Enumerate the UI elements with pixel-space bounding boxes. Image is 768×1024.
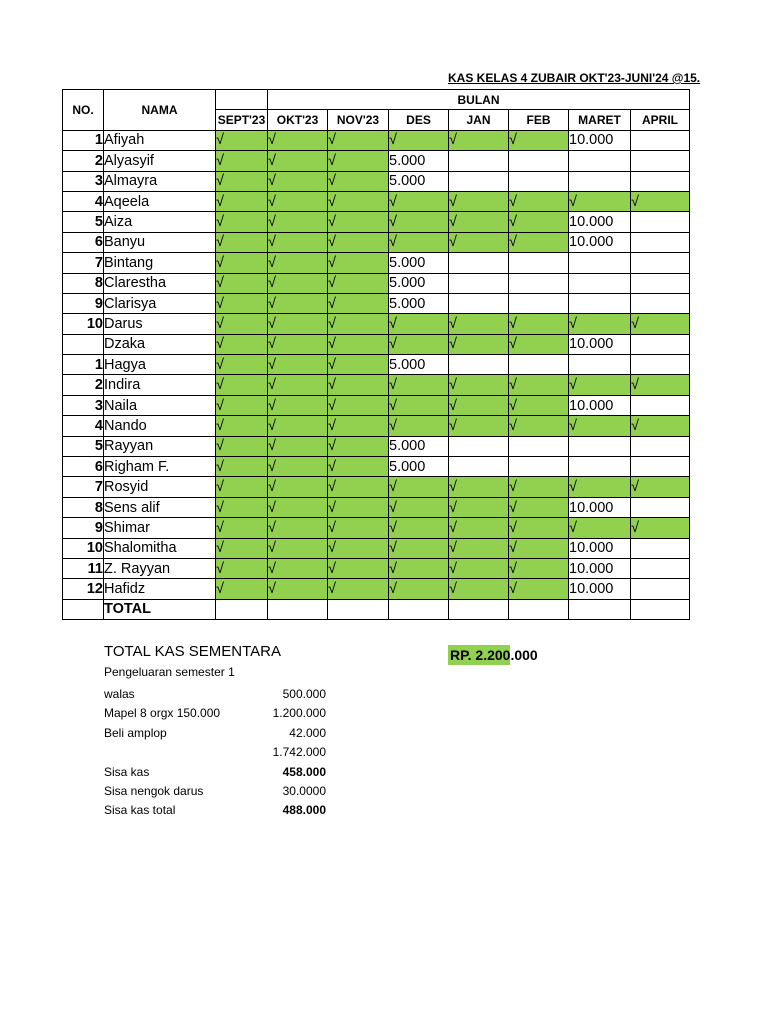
partial-amount-cell: 10.000 (569, 212, 631, 232)
empty-cell (569, 457, 631, 477)
paid-check-cell: √ (268, 477, 328, 497)
paid-check-cell: √ (216, 171, 268, 191)
paid-check-cell: √ (631, 375, 690, 395)
paid-check-cell: √ (569, 375, 631, 395)
partial-amount-cell: 5.000 (389, 355, 449, 375)
paid-check-cell: √ (569, 477, 631, 497)
empty-cell (569, 151, 631, 171)
paid-check-cell: √ (216, 273, 268, 293)
table-row (63, 497, 690, 517)
total-label: TOTAL (104, 599, 216, 619)
paid-check-cell: √ (216, 416, 268, 436)
month-header: JAN (449, 110, 509, 130)
expense-label: Sisa kas total (104, 803, 176, 818)
paid-check-cell: √ (509, 395, 569, 415)
paid-check-cell: √ (389, 314, 449, 334)
empty-cell (631, 232, 690, 252)
paid-check-cell: √ (631, 416, 690, 436)
paid-check-cell: √ (216, 355, 268, 375)
paid-check-cell: √ (509, 558, 569, 578)
paid-check-cell: √ (216, 497, 268, 517)
paid-check-cell: √ (449, 212, 509, 232)
student-name: Hagya (104, 355, 216, 375)
expense-label: Mapel 8 orgx 150.000 (104, 706, 221, 721)
empty-cell (631, 579, 690, 599)
empty-cell (449, 355, 509, 375)
month-header: DES (389, 110, 449, 130)
month-header: FEB (509, 110, 569, 130)
paid-check-cell: √ (216, 518, 268, 538)
partial-amount-cell: 10.000 (569, 130, 631, 150)
summary-label: TOTAL KAS SEMENTARA (104, 643, 281, 660)
paid-check-cell: √ (268, 151, 328, 171)
student-name: Clarestha (104, 273, 216, 293)
month-header: OKT'23 (268, 110, 328, 130)
partial-amount-cell: 10.000 (569, 232, 631, 252)
paid-check-cell: √ (389, 477, 449, 497)
paid-check-cell: √ (449, 130, 509, 150)
row-number: 1 (63, 130, 104, 150)
paid-check-cell: √ (569, 191, 631, 211)
student-name: Aiza (104, 212, 216, 232)
partial-amount-cell: 10.000 (569, 558, 631, 578)
row-number: 1 (63, 355, 104, 375)
partial-amount-cell: 5.000 (389, 171, 449, 191)
paid-check-cell: √ (449, 191, 509, 211)
paid-check-cell: √ (268, 436, 328, 456)
table-row (63, 253, 690, 273)
paid-check-cell: √ (328, 212, 389, 232)
paid-check-cell: √ (509, 375, 569, 395)
paid-check-cell: √ (389, 212, 449, 232)
table-row (63, 518, 690, 538)
empty-cell (569, 436, 631, 456)
partial-amount-cell: 5.000 (389, 253, 449, 273)
paid-check-cell: √ (216, 477, 268, 497)
paid-check-cell: √ (509, 334, 569, 354)
paid-check-cell: √ (449, 497, 509, 517)
expense-value: 30.0000 (282, 784, 326, 798)
table-row (63, 355, 690, 375)
paid-check-cell: √ (449, 477, 509, 497)
paid-check-cell: √ (268, 293, 328, 313)
row-number: 8 (63, 273, 104, 293)
empty-cell (569, 171, 631, 191)
paid-check-cell: √ (509, 518, 569, 538)
paid-check-cell: √ (449, 416, 509, 436)
paid-check-cell: √ (328, 497, 389, 517)
paid-check-cell: √ (328, 273, 389, 293)
row-number: 2 (63, 375, 104, 395)
student-name: Alyasyif (104, 151, 216, 171)
student-name: Shimar (104, 518, 216, 538)
expense-row (104, 801, 326, 820)
expense-row (104, 743, 326, 762)
student-name: Rosyid (104, 477, 216, 497)
paid-check-cell: √ (268, 130, 328, 150)
expense-label: Beli amplop (104, 725, 167, 740)
paid-check-cell: √ (216, 314, 268, 334)
empty-cell (631, 273, 690, 293)
table-row (63, 273, 690, 293)
partial-amount-cell: 10.000 (569, 538, 631, 558)
paid-check-cell: √ (509, 497, 569, 517)
expense-row (104, 685, 326, 704)
student-name: Aqeela (104, 191, 216, 211)
paid-check-cell: √ (268, 171, 328, 191)
paid-check-cell: √ (328, 191, 389, 211)
paid-check-cell: √ (389, 497, 449, 517)
table-row (63, 212, 690, 232)
student-name: Rayyan (104, 436, 216, 456)
paid-check-cell: √ (509, 130, 569, 150)
paid-check-cell: √ (268, 191, 328, 211)
paid-check-cell: √ (216, 253, 268, 273)
paid-check-cell: √ (268, 416, 328, 436)
table-row (63, 416, 690, 436)
empty-cell (509, 273, 569, 293)
row-number: 7 (63, 253, 104, 273)
expense-value: 1.742.000 (272, 745, 326, 760)
empty-cell (631, 171, 690, 191)
paid-check-cell: √ (268, 212, 328, 232)
paid-check-cell: √ (328, 436, 389, 456)
paid-check-cell: √ (389, 375, 449, 395)
no-header: NO. (63, 90, 104, 131)
expense-row (104, 782, 326, 801)
table-body (63, 130, 690, 599)
table-row (63, 130, 690, 150)
student-name: Banyu (104, 232, 216, 252)
table-row (63, 232, 690, 252)
empty-cell (631, 130, 690, 150)
paid-check-cell: √ (268, 375, 328, 395)
expense-row (104, 704, 326, 723)
row-number: 12 (63, 579, 104, 599)
paid-check-cell: √ (216, 151, 268, 171)
empty-cell (631, 436, 690, 456)
student-name: Almayra (104, 171, 216, 191)
student-name: Hafidz (104, 579, 216, 599)
paid-check-cell: √ (389, 395, 449, 415)
paid-check-cell: √ (268, 558, 328, 578)
empty-cell (509, 436, 569, 456)
month-header: MARET (569, 110, 631, 130)
student-name: Dzaka (104, 334, 216, 354)
paid-check-cell: √ (389, 232, 449, 252)
paid-check-cell: √ (328, 151, 389, 171)
empty-cell (569, 355, 631, 375)
paid-check-cell: √ (509, 212, 569, 232)
row-number: 10 (63, 314, 104, 334)
row-number: 2 (63, 151, 104, 171)
table-row (63, 191, 690, 211)
paid-check-cell: √ (389, 334, 449, 354)
empty-cell (631, 395, 690, 415)
empty-cell (631, 558, 690, 578)
paid-check-cell: √ (216, 395, 268, 415)
row-number: 5 (63, 212, 104, 232)
paid-check-cell: √ (268, 518, 328, 538)
paid-check-cell: √ (328, 171, 389, 191)
paid-check-cell: √ (449, 314, 509, 334)
paid-check-cell: √ (449, 558, 509, 578)
paid-check-cell: √ (631, 191, 690, 211)
row-number: 8 (63, 497, 104, 517)
paid-check-cell: √ (328, 355, 389, 375)
row-number: 9 (63, 293, 104, 313)
paid-check-cell: √ (449, 395, 509, 415)
table-row (63, 314, 690, 334)
table-row (63, 558, 690, 578)
paid-check-cell: √ (509, 191, 569, 211)
student-name: Z. Rayyan (104, 558, 216, 578)
table-row (63, 334, 690, 354)
expense-label: Sisa nengok darus (104, 784, 204, 798)
paid-check-cell: √ (268, 314, 328, 334)
empty-cell (569, 273, 631, 293)
paid-check-cell: √ (216, 436, 268, 456)
paid-check-cell: √ (389, 191, 449, 211)
expense-value: 488.000 (282, 803, 326, 818)
paid-check-cell: √ (631, 314, 690, 334)
paid-check-cell: √ (268, 334, 328, 354)
expense-label: Sisa kas (104, 764, 150, 779)
student-name: Nando (104, 416, 216, 436)
paid-check-cell: √ (569, 518, 631, 538)
student-name: Bintang (104, 253, 216, 273)
table-row (63, 436, 690, 456)
paid-check-cell: √ (268, 355, 328, 375)
empty-cell (449, 171, 509, 191)
row-number: 6 (63, 232, 104, 252)
paid-check-cell: √ (216, 558, 268, 578)
paid-check-cell: √ (509, 538, 569, 558)
table-row (63, 579, 690, 599)
paid-check-cell: √ (328, 375, 389, 395)
row-number: 3 (63, 395, 104, 415)
empty-cell (449, 273, 509, 293)
paid-check-cell: √ (268, 253, 328, 273)
paid-check-cell: √ (216, 212, 268, 232)
partial-amount-cell: 10.000 (569, 334, 631, 354)
paid-check-cell: √ (268, 457, 328, 477)
table-row (63, 293, 690, 313)
partial-amount-cell: 10.000 (569, 579, 631, 599)
empty-cell (509, 253, 569, 273)
empty-cell (569, 293, 631, 313)
month-header: APRIL (631, 110, 690, 130)
empty-cell (449, 253, 509, 273)
paid-check-cell: √ (449, 232, 509, 252)
row-number: 10 (63, 538, 104, 558)
bulan-spacer (216, 90, 268, 110)
paid-check-cell: √ (389, 558, 449, 578)
paid-check-cell: √ (389, 416, 449, 436)
table-row (63, 477, 690, 497)
paid-check-cell: √ (328, 293, 389, 313)
paid-check-cell: √ (449, 538, 509, 558)
student-name: Darus (104, 314, 216, 334)
row-number (63, 334, 104, 354)
summary-value: RP. 2.200.000 (450, 647, 538, 663)
paid-check-cell: √ (509, 477, 569, 497)
paid-check-cell: √ (389, 518, 449, 538)
empty-cell (509, 151, 569, 171)
total-no-cell (63, 599, 104, 619)
empty-cell (631, 212, 690, 232)
document-title: KAS KELAS 4 ZUBAIR OKT'23-JUNI'24 @15. (448, 71, 701, 85)
expense-value: 42.000 (289, 725, 326, 740)
student-name: Afiyah (104, 130, 216, 150)
nama-header: NAMA (104, 90, 216, 131)
paid-check-cell: √ (328, 416, 389, 436)
paid-check-cell: √ (216, 191, 268, 211)
paid-check-cell: √ (389, 579, 449, 599)
paid-check-cell: √ (569, 314, 631, 334)
paid-check-cell: √ (328, 579, 389, 599)
empty-cell (631, 355, 690, 375)
partial-amount-cell: 5.000 (389, 436, 449, 456)
empty-cell (449, 293, 509, 313)
row-number: 11 (63, 558, 104, 578)
partial-amount-cell: 5.000 (389, 151, 449, 171)
bulan-header: BULAN (268, 90, 690, 110)
expense-value: 500.000 (282, 687, 326, 701)
empty-cell (509, 457, 569, 477)
paid-check-cell: √ (389, 538, 449, 558)
empty-cell (631, 538, 690, 558)
student-name: Righam F. (104, 457, 216, 477)
paid-check-cell: √ (449, 579, 509, 599)
paid-check-cell: √ (509, 314, 569, 334)
empty-cell (631, 457, 690, 477)
empty-cell (449, 457, 509, 477)
table-row (63, 457, 690, 477)
empty-cell (509, 293, 569, 313)
row-number: 5 (63, 436, 104, 456)
paid-check-cell: √ (328, 314, 389, 334)
paid-check-cell: √ (216, 375, 268, 395)
empty-cell (449, 436, 509, 456)
paid-check-cell: √ (328, 558, 389, 578)
empty-cell (631, 334, 690, 354)
partial-amount-cell: 5.000 (389, 457, 449, 477)
empty-cell (631, 151, 690, 171)
paid-check-cell: √ (328, 334, 389, 354)
paid-check-cell: √ (216, 538, 268, 558)
partial-amount-cell: 10.000 (569, 395, 631, 415)
kas-table (62, 89, 690, 620)
student-name: Sens alif (104, 497, 216, 517)
empty-cell (569, 253, 631, 273)
student-name: Shalomitha (104, 538, 216, 558)
paid-check-cell: √ (216, 579, 268, 599)
expense-row (104, 763, 326, 782)
student-name: Naila (104, 395, 216, 415)
table-row (63, 171, 690, 191)
paid-check-cell: √ (509, 232, 569, 252)
partial-amount-cell: 10.000 (569, 497, 631, 517)
paid-check-cell: √ (268, 395, 328, 415)
paid-check-cell: √ (216, 334, 268, 354)
paid-check-cell: √ (268, 497, 328, 517)
paid-check-cell: √ (389, 130, 449, 150)
paid-check-cell: √ (268, 579, 328, 599)
paid-check-cell: √ (328, 538, 389, 558)
expense-value: 1.200.000 (272, 706, 326, 721)
paid-check-cell: √ (328, 130, 389, 150)
row-number: 4 (63, 416, 104, 436)
total-row (63, 599, 690, 619)
paid-check-cell: √ (328, 457, 389, 477)
expense-label: walas (104, 687, 135, 701)
expense-row (104, 724, 326, 743)
month-header: SEPT'23 (216, 110, 268, 130)
row-number: 7 (63, 477, 104, 497)
paid-check-cell: √ (216, 457, 268, 477)
paid-check-cell: √ (216, 293, 268, 313)
table-row (63, 395, 690, 415)
student-name: Clarisya (104, 293, 216, 313)
expense-value: 458.000 (282, 764, 326, 779)
paid-check-cell: √ (449, 334, 509, 354)
paid-check-cell: √ (449, 518, 509, 538)
empty-cell (631, 293, 690, 313)
row-number: 9 (63, 518, 104, 538)
table-row (63, 151, 690, 171)
paid-check-cell: √ (631, 518, 690, 538)
paid-check-cell: √ (631, 477, 690, 497)
paid-check-cell: √ (328, 477, 389, 497)
paid-check-cell: √ (216, 130, 268, 150)
paid-check-cell: √ (216, 232, 268, 252)
empty-cell (631, 497, 690, 517)
month-header: NOV'23 (328, 110, 389, 130)
paid-check-cell: √ (268, 538, 328, 558)
student-name: Indira (104, 375, 216, 395)
empty-cell (509, 171, 569, 191)
row-number: 6 (63, 457, 104, 477)
paid-check-cell: √ (569, 416, 631, 436)
paid-check-cell: √ (328, 253, 389, 273)
paid-check-cell: √ (509, 416, 569, 436)
paid-check-cell: √ (328, 232, 389, 252)
paid-check-cell: √ (268, 273, 328, 293)
partial-amount-cell: 5.000 (389, 293, 449, 313)
empty-cell (449, 151, 509, 171)
table-row (63, 375, 690, 395)
paid-check-cell: √ (268, 232, 328, 252)
table-row (63, 538, 690, 558)
paid-check-cell: √ (328, 518, 389, 538)
paid-check-cell: √ (449, 375, 509, 395)
empty-cell (509, 355, 569, 375)
row-number: 3 (63, 171, 104, 191)
expenses-title: Pengeluaran semester 1 (104, 665, 235, 679)
row-number: 4 (63, 191, 104, 211)
empty-cell (631, 253, 690, 273)
paid-check-cell: √ (509, 579, 569, 599)
partial-amount-cell: 5.000 (389, 273, 449, 293)
paid-check-cell: √ (328, 395, 389, 415)
